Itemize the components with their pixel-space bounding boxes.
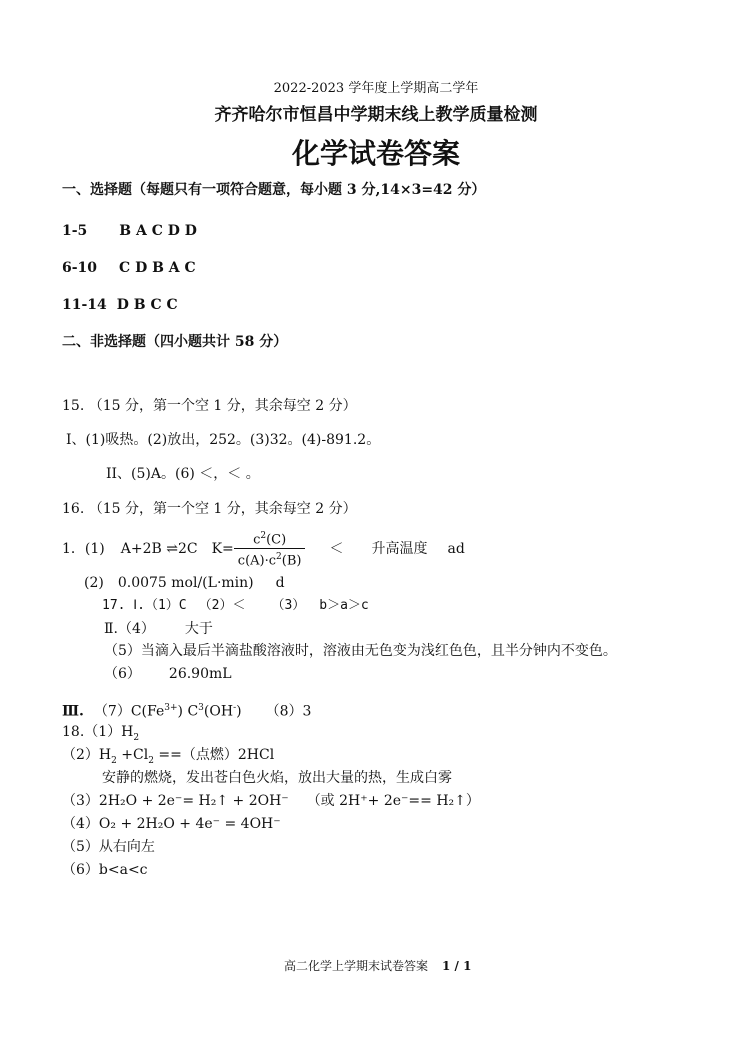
equilibrium-constant-fraction <box>234 528 306 570</box>
mc-answers: D B C C <box>116 297 178 313</box>
footer <box>284 957 471 975</box>
q18-line5: （5）从右向左 <box>62 839 155 855</box>
q18-line4: （4）O₂ + 2H₂O + 4e⁻ = 4OH⁻ <box>62 816 281 832</box>
footer-text: 高二化学上学期末试卷答案 <box>284 959 429 973</box>
q16-rate: 0.0075 mol/(L·min) <box>117 575 254 591</box>
q15-header: 15. （15 分，第一个空 1 分，其余每空 2 分） <box>62 398 357 414</box>
q17-line5: Ⅲ. $(7)C(Fe^{3+})$ $C^3(OH^-)$ （8）3 <box>62 703 312 720</box>
q16-p2-label: (2) <box>84 575 104 591</box>
q16-header: 16. （15 分，第一个空 1 分，其余每空 2 分） <box>62 501 357 517</box>
q18-line2: $(2)H_2 +Cl_2$ ==（点燃）2HCl <box>62 747 275 766</box>
q16-answer: ad <box>447 540 465 557</box>
q17-line4: （6） 26.90mL <box>104 666 232 682</box>
mc-row <box>62 222 197 240</box>
q16-comparison: ＜ <box>329 540 344 557</box>
q18-line1: $18.(1)H_2$ <box>62 724 140 743</box>
q18-line6: （6）b<a<c <box>62 862 148 878</box>
q16-p2-answer: d <box>275 575 285 591</box>
header-line1: 2022-2023 学年度上学期高二学年 <box>273 81 479 96</box>
mc-answers: C D B A C <box>119 260 196 276</box>
mc-row <box>62 296 178 314</box>
q17-line2: Ⅱ.（4） 大于 <box>104 621 213 637</box>
q17-line3: （5）当滴入最后半滴盐酸溶液时，溶液由无色变为浅红色色，且半分钟内不变色。 <box>104 643 617 659</box>
q18-description: 安静的燃烧，发出苍白色火焰，放出大量的热，生成白雾 <box>102 770 452 786</box>
mc-answers: B A C D D <box>119 223 197 239</box>
fraction-numerator: $c^2(C)$ <box>234 528 306 549</box>
q16-part2 <box>84 574 285 592</box>
q16-k-label: K= <box>211 540 234 557</box>
mc-range: 11-14 <box>62 297 107 313</box>
mc-row <box>62 259 196 277</box>
q16-condition: 升高温度 <box>371 540 428 557</box>
fraction-denominator: $c(A)\cdot c^2(B)$ <box>237 552 302 569</box>
q16-equation: A+2B ⇌2C <box>120 540 198 557</box>
header-line2: 齐齐哈尔市恒昌中学期末线上教学质量检测 <box>214 105 538 125</box>
page-number: 1 / 1 <box>442 959 472 973</box>
q17-line1: 17. Ⅰ.（1）C （2）＜ （3） b＞a＞c <box>102 598 369 613</box>
mc-range: 1-5 <box>62 223 88 239</box>
section2-heading: 二、非选择题（四小题共计 58 分） <box>62 334 288 350</box>
section1-heading: 一、选择题（每题只有一项符合题意，每小题 3 分,14×3=42 分） <box>62 182 486 198</box>
page-title: 化学试卷答案 <box>291 137 460 170</box>
q18-line3: （3）2H₂O + 2e⁻= H₂↑ + 2OH⁻ （或 2H⁺+ 2e⁻== H₂↑） <box>62 793 480 809</box>
mc-range: 6-10 <box>62 260 98 276</box>
q15-line1: I、(1)吸热。(2)放出，252。(3)32。(4)-891.2。 <box>66 432 381 448</box>
q16-p1-label: 1．(1) <box>62 540 105 557</box>
q16-part1 <box>62 528 465 569</box>
q15-line2: II、(5)A。(6) ＜，＜ 。 <box>106 466 260 482</box>
